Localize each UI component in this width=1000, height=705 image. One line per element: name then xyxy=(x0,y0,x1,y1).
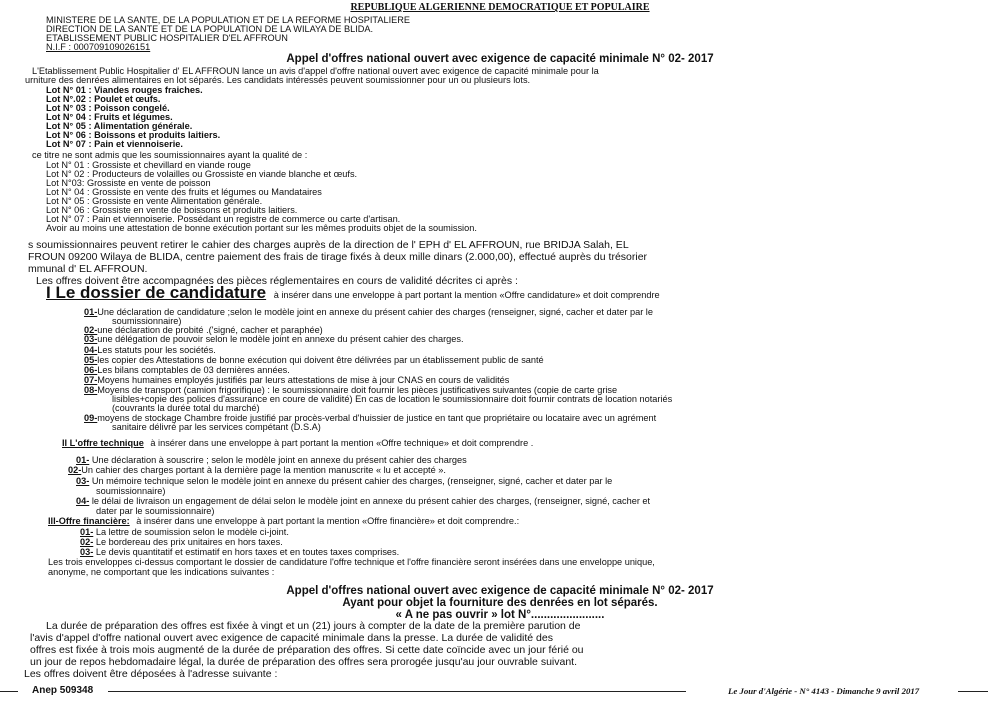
dossier-item: sanitaire délivré par les services compétant (D.S.A) xyxy=(112,422,321,432)
technique-item: dater par le soumissionnaire) xyxy=(96,506,215,516)
republic-header: REPUBLIQUE ALGERIENNE DEMOCRATIQUE ET POPULAIRE xyxy=(350,2,650,13)
etablissement-line: ETABLISSEMENT PUBLIC HOSPITALIER D'EL AFFROUN xyxy=(46,33,288,43)
qualite-item: Avoir au moins une attestation de bonne exécution portant sur les mêmes produits objet de la soumission. xyxy=(46,223,477,233)
final-line: l'avis d'appel d'offre national ouvert avec exigence de capacité minimale dans la presse. La durée de validité des xyxy=(30,632,553,644)
technique-item: 03- Un mémoire technique selon le modèle joint en annexe du présent cahier des charges, (renseigner, signé, cacher et dater par le xyxy=(76,476,613,486)
financiere-item: 03- Le devis quantitatif et estimatif en hors taxes et en toutes taxes comprises. xyxy=(80,547,400,557)
final-line: un jour de repos hebdomadaire légal, la durée de préparation des offres sera prorogée jusqu'au jour ouvrable suivant. xyxy=(30,656,577,668)
final-line: offres est fixée à trois mois augmenté de la durée de préparation des offres. Si cette date coïncide avec un jour férié ou xyxy=(30,644,584,656)
financiere-heading-row xyxy=(48,516,519,526)
enveloppes-line: anonyme, ne comportant que les indications suivantes : xyxy=(48,567,275,577)
lot-item: Lot N° 07 : Pain et viennoiserie. xyxy=(46,139,183,149)
intro-line: urniture des denrées alimentaires en lot séparés. Les candidats intéressés peuvent soumissionner pour un ou plusieurs lots. xyxy=(25,75,531,85)
final-line: Les offres doivent être déposées à l'adresse suivante : xyxy=(24,668,278,680)
dossier-item: lisibles+copie des polices d'assurance en coure de validité) En cas de location le soumissionnaire doit fournir contrats de location notariés xyxy=(112,394,673,404)
notice-title-4: « A ne pas ouvrir » lot N°....................... xyxy=(395,609,605,621)
retrait-line: s soumissionnaires peuvent retirer le cahier des charges auprès de la direction de l' EPH d' EL AFFROUN, rue BRIDJA Salah, EL xyxy=(28,239,629,251)
qualite-item: Lot N° 02 : Producteurs de volailles ou Grossiste en viande blanche et œufs. xyxy=(46,169,358,179)
dossier-item: soumissionnaire) xyxy=(112,316,182,326)
dossier-item: 01-Une déclaration de candidature ;selon le modèle joint en annexe du présent cahier des charges (renseigner, signé, cacher et dater par le xyxy=(84,307,653,317)
technique-heading-rest: à insérer dans une enveloppe à part portant la mention «Offre technique» et doit comprendre . xyxy=(150,438,534,448)
technique-item: 01- Une déclaration à souscrire ; selon le modèle joint en annexe du présent cahier des charges xyxy=(76,455,467,465)
technique-heading-row xyxy=(62,438,533,448)
pieces-intro: Les offres doivent être accompagnées des pièces réglementaires en cours de validité décrites ci après : xyxy=(36,275,518,287)
qualite-item: Lot N°03: Grossiste en vente de poisson xyxy=(46,178,211,188)
dossier-item: 06-Les bilans comptables de 03 dernières années. xyxy=(84,365,290,375)
dossier-item: 08-Moyens de transport (camion frigorifique) : le soumissionnaire doit fournir les pièces justificatives suivantes (copie de carte grise xyxy=(84,385,618,395)
retrait-line: mmunal d' EL AFFROUN. xyxy=(28,263,148,275)
retrait-line: FROUN 09200 Wilaya de BLIDA, centre paiement des frais de tirage fixés à deux mille dinars (2.000,00), effectué auprès du trésorier xyxy=(28,251,648,263)
notice-title: Appel d'offres national ouvert avec exigence de capacité minimale N° 02- 2017 xyxy=(286,53,714,65)
anep-reference: Anep 509348 xyxy=(32,685,94,696)
nif-line: N.I.F : 000709109026151 xyxy=(46,42,151,52)
financiere-heading: III-Offre financière: xyxy=(48,516,130,526)
technique-heading: II L'offre technique xyxy=(62,438,144,448)
intro-line: L'Etablissement Public Hospitalier d' EL AFFROUN lance un avis d'appel d'offre national ouvert avec exigence de capacité minimale pour la xyxy=(32,66,599,76)
final-line: La durée de préparation des offres est fixée à vingt et un (21) jours à compter de la date de la première parution de xyxy=(46,620,581,632)
dossier-item: 07-Moyens humaines employés justifiés par leurs attestations de mise à jour CNAS en cours de validités xyxy=(84,375,510,385)
direction-line: DIRECTION DE LA SANTE ET DE LA POPULATION DE LA WILAYA DE BLIDA. xyxy=(46,24,374,34)
footer-rule-right xyxy=(958,691,988,692)
footer-rule xyxy=(108,691,686,692)
notice-title-3: Ayant pour objet la fourniture des denrées en lot séparés. xyxy=(342,597,658,609)
financiere-heading-rest: à insérer dans une enveloppe à part portant la mention «Offre financière» et doit comprendre.: xyxy=(136,516,520,526)
dossier-heading-rest: à insérer dans une enveloppe à part portant la mention «Offre candidature» et doit comprendre xyxy=(273,290,660,300)
technique-item: 02-Un cahier des charges portant à la dernière page la mention manuscrite « lu et accepté ». xyxy=(68,465,446,475)
dossier-item: 04-Les statuts pour les sociétés. xyxy=(84,345,216,355)
dossier-heading: I Le dossier de candidature xyxy=(46,283,267,302)
financiere-item: 02- Le bordereau des prix unitaires en hors taxes. xyxy=(80,537,283,547)
footer-rule-left xyxy=(0,691,18,692)
qualite-item: Lot N° 07 : Pain et viennoiserie. Possédant un registre de commerce ou carte d'artisan. xyxy=(46,214,401,224)
lot-item: Lot N° 06 : Boissons et produits laitiers. xyxy=(46,130,221,140)
lot-item: Lot N°.02 : Poulet et œufs. xyxy=(46,94,161,104)
qualite-item: Lot N° 04 : Grossiste en vente des fruits et légumes ou Mandataires xyxy=(46,187,322,197)
technique-item: 04- le délai de livraison un engagement de délai selon le modèle joint en annexe du présent cahier des charges, (renseigner, signé, cacher et xyxy=(76,496,651,506)
lot-item: Lot N° 03 : Poisson congelé. xyxy=(46,103,170,113)
dossier-item: 02-une déclaration de probité .('signé, cacher et paraphée) xyxy=(84,325,323,335)
lot-item: Lot N° 04 : Fruits et légumes. xyxy=(46,112,173,122)
dossier-item: 05-les copier des Attestations de bonne exécution qui doivent être délivrées par un établissement public de santé xyxy=(84,355,544,365)
notice-title-2: Appel d'offres national ouvert avec exigence de capacité minimale N° 02- 2017 xyxy=(286,585,714,597)
lot-item: Lot N° 05 : Alimentation générale. xyxy=(46,121,193,131)
qualite-item: Lot N° 06 : Grossiste en vente de boissons et produits laitiers. xyxy=(46,205,298,215)
lot-item: Lot N° 01 : Viandes rouges fraiches. xyxy=(46,85,203,95)
financiere-item: 01- La lettre de soumission selon le modèle ci-joint. xyxy=(80,527,289,537)
ministry-line: MINISTERE DE LA SANTE, DE LA POPULATION ET DE LA REFORME HOSPITALIERE xyxy=(46,15,411,25)
enveloppes-line: Les trois enveloppes ci-dessus comportant le dossier de candidature l'offre technique et l'offre financière seront insérées dans une enveloppe unique, xyxy=(48,557,655,567)
qualite-intro: ce titre ne sont admis que les soumissionnaires ayant la qualité de : xyxy=(32,150,308,160)
technique-item: soumissionnaire) xyxy=(96,486,166,496)
qualite-item: Lot N° 01 : Grossiste et chevillard en viande rouge xyxy=(46,160,251,170)
dossier-item: 09-moyens de stockage Chambre froide justifié par procès-verbal d'huissier de justice en tant que propriétaire ou locataire avec un agrément xyxy=(84,413,657,423)
qualite-item: Lot N° 05 : Grossiste en vente Alimentation générale. xyxy=(46,196,263,206)
journal-reference: Le Jour d'Algérie - N° 4143 - Dimanche 9 avril 2017 xyxy=(728,686,920,696)
dossier-item: (couvrants la durée total du marché) xyxy=(112,403,260,413)
dossier-item: 03-une délégation de pouvoir selon le modèle joint en annexe du présent cahier des charges. xyxy=(84,334,464,344)
dossier-heading-row xyxy=(46,283,660,302)
